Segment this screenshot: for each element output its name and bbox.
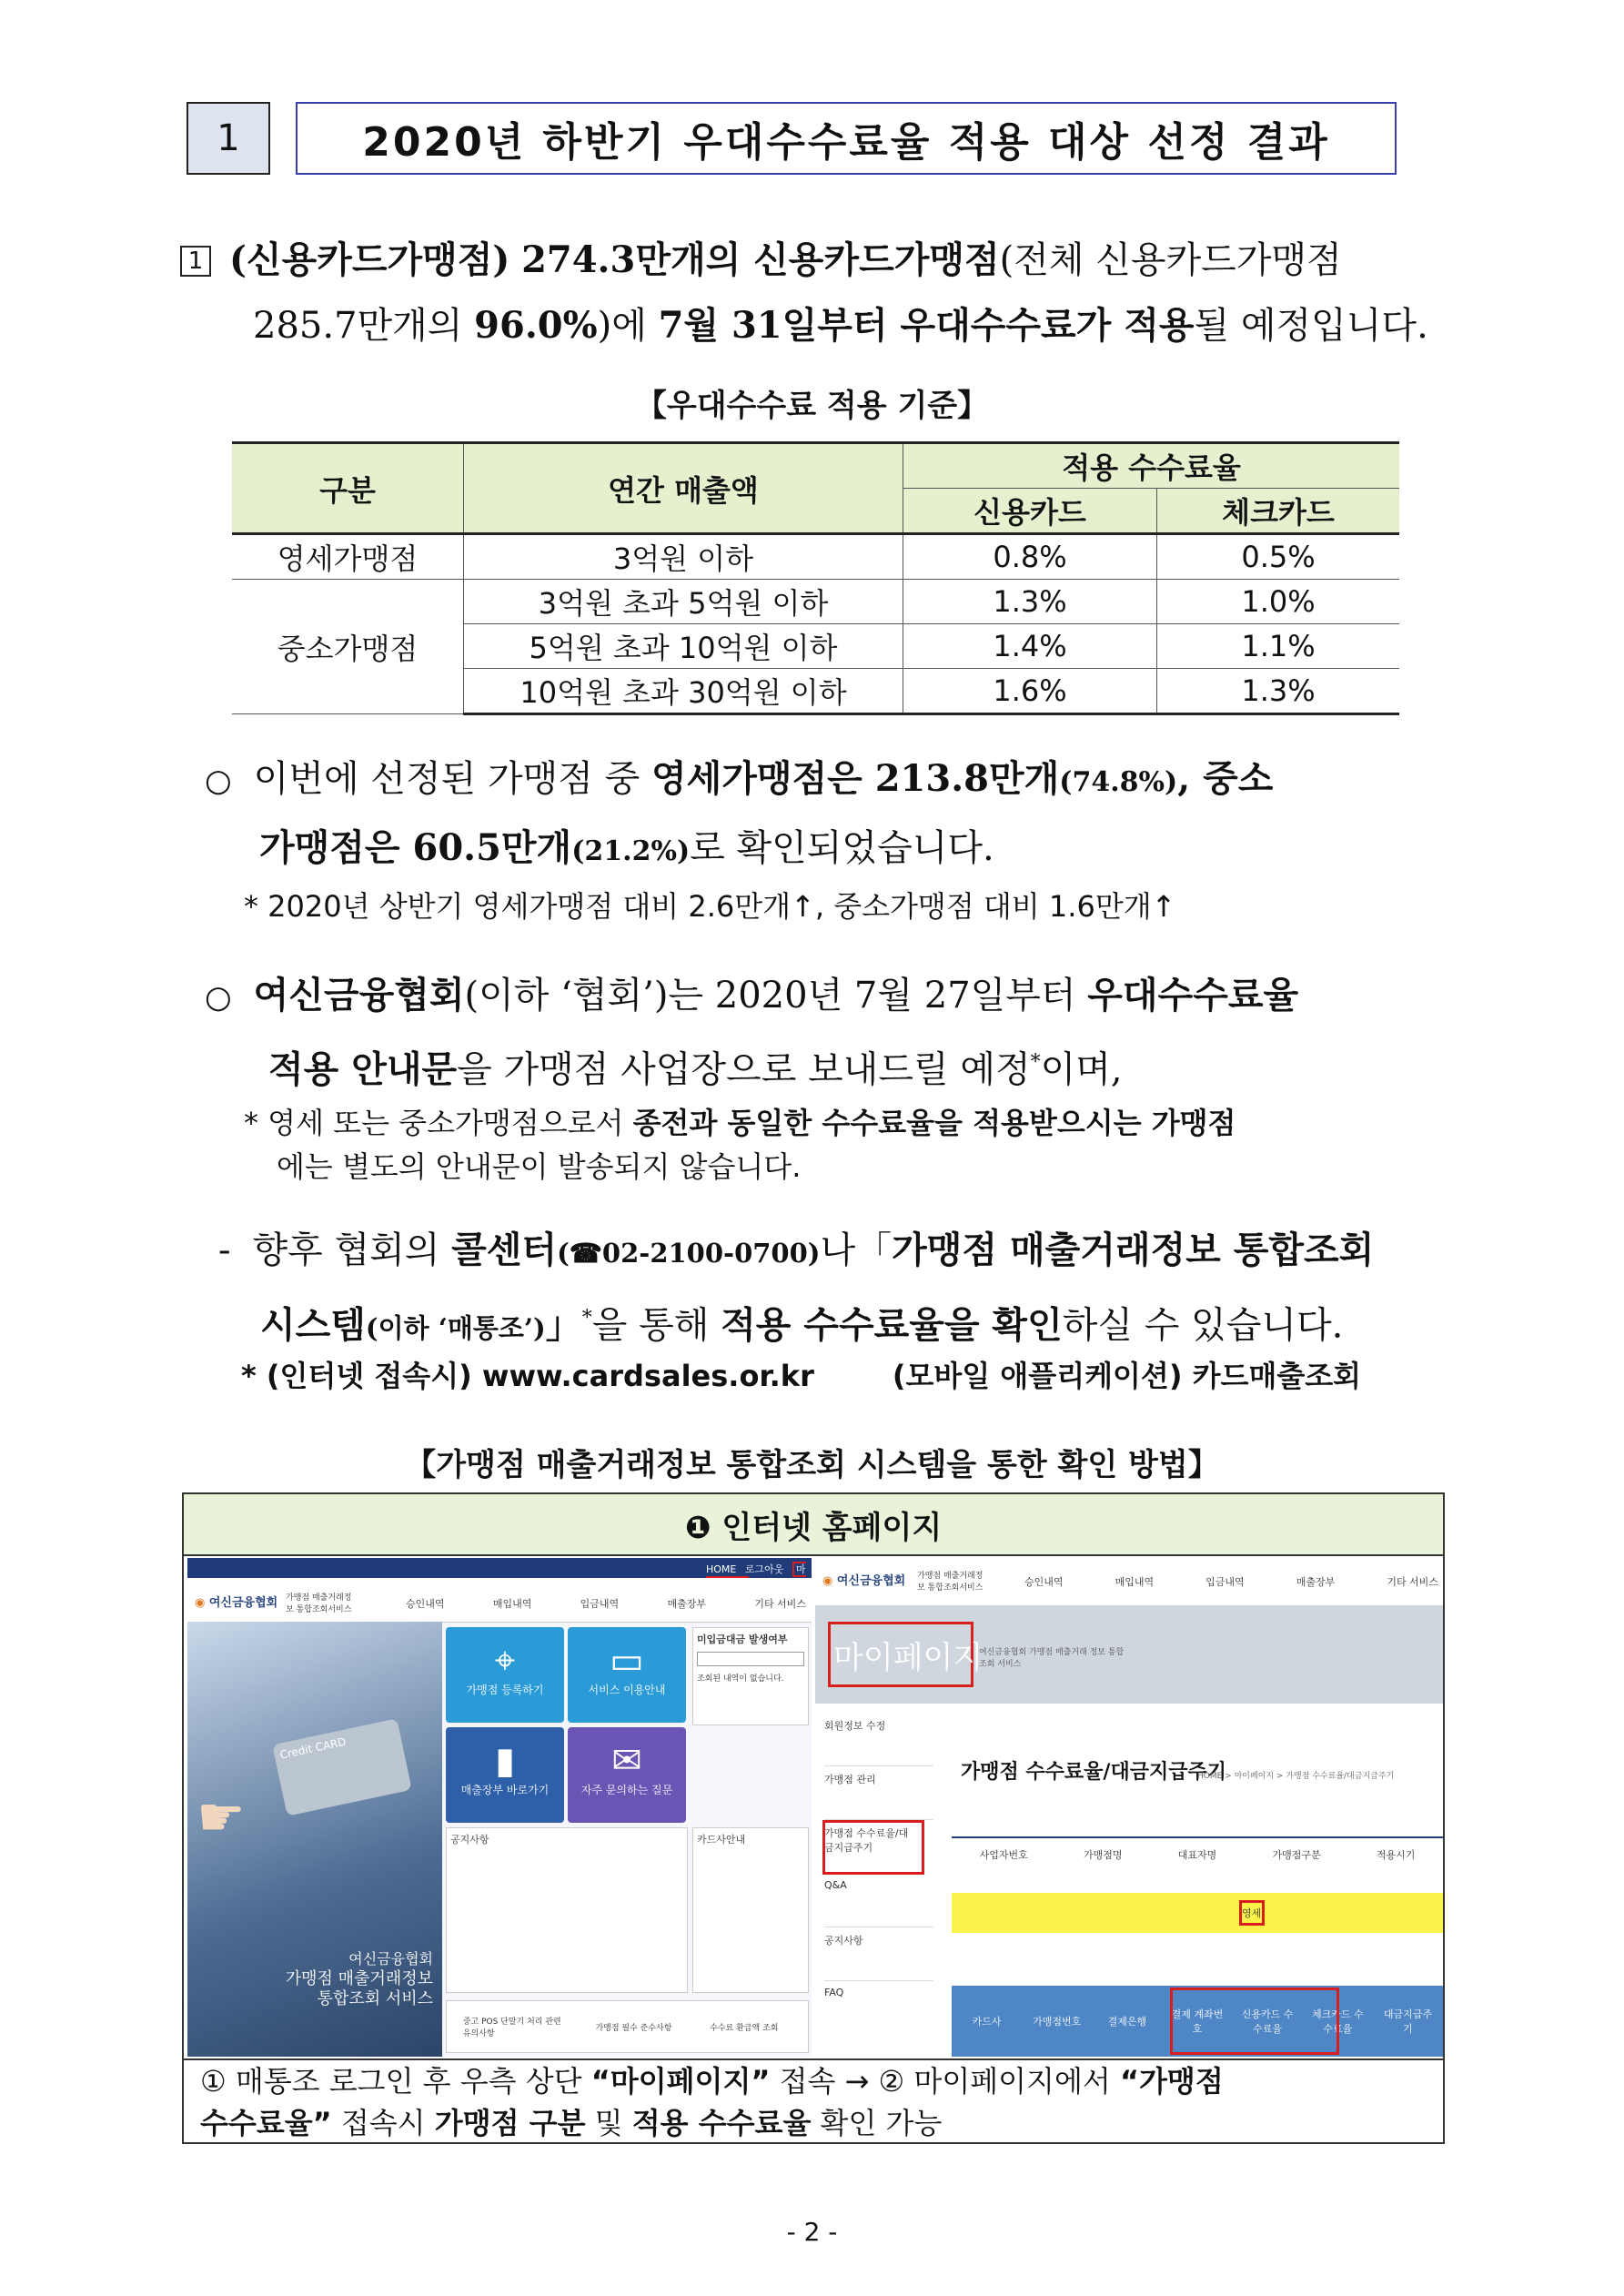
mypage-link[interactable]: 마 (706, 1562, 806, 1592)
mypage-heading: 마이페이지 (833, 1640, 983, 1676)
mid-merchant-name: 중소가맹점 (232, 580, 464, 714)
menu-qna[interactable]: Q&A (824, 1874, 933, 1927)
result-header: 사업자번호 가맹점명 대표자명 가맹점구분 적용시기 (979, 1849, 1416, 1861)
paragraph-2: ○ 여신금융협회(이하 ‘협회’)는 2020년 7월 27일부터 우대수수료율 적용 안내문을 가맹점 사업장으로 보내드릴 예정*이며, (205, 974, 1299, 1091)
location-pin-icon: ⌖ (494, 1640, 516, 1682)
nav-deposit[interactable]: 입금내역 (580, 1598, 620, 1610)
box-bullet: 1 (180, 246, 211, 277)
nav-etc[interactable]: 기타 서비스 (754, 1598, 806, 1610)
quick-link-refund[interactable]: 수수료 환급액 조회 (710, 2023, 779, 2033)
card-company-panel: 카드사안내 (692, 1827, 809, 1993)
header-credit: 신용카드 (903, 489, 1157, 534)
main-nav (406, 1596, 806, 1611)
credit-card-image: Credit CARD (272, 1718, 412, 1816)
unpaid-select[interactable] (697, 1652, 804, 1666)
fee-menu-highlight (822, 1820, 924, 1875)
divider (952, 1836, 1443, 1838)
table-cell: 0.8% (903, 534, 1157, 580)
circle-bullet: ○ (205, 979, 232, 1016)
criteria-table (232, 441, 1399, 715)
tile-register[interactable]: ⌖ 가맹점 등록하기 (446, 1627, 564, 1723)
nav-deposit[interactable]: 입금내역 (1205, 1576, 1245, 1588)
chat-icon: ✉ (611, 1740, 642, 1782)
homepage-screenshot (187, 1558, 812, 2057)
header-check: 체크카드 (1157, 489, 1400, 534)
table-cell: 1.3% (1157, 669, 1400, 714)
figure-box (182, 1492, 1445, 2144)
service-name: 가맹점 매출거래정보 통합조회서비스 (286, 1593, 352, 1614)
logout-link[interactable]: 로그아웃 (744, 1563, 784, 1575)
figure-header: ❶ 인터넷 홈페이지 (184, 1494, 1443, 1556)
promo-text: 여신금융협회 가맹점 매출거래정보 통합조회 서비스 (285, 1950, 433, 2008)
tile-guide[interactable]: ▭ 서비스 이용안내 (568, 1627, 686, 1723)
small-merchant-name: 영세가맹점 (232, 534, 464, 580)
table-cell: 0.5% (1157, 534, 1400, 580)
result-row (952, 1893, 1443, 1933)
table-cell: 1.0% (1157, 580, 1400, 624)
nav-purchase[interactable]: 매입내역 (492, 1598, 532, 1610)
bar-chart-icon: ▮ (494, 1740, 515, 1782)
note-2: * 영세 또는 중소가맹점으로서 종전과 동일한 수수료율을 적용받으시는 가맹점 에는 별도의 안내문이 발송되지 않습니다. (244, 1106, 1236, 1184)
nav-approval[interactable]: 승인내역 (1024, 1576, 1064, 1588)
table-cell: 1.6% (903, 669, 1157, 714)
nav-etc[interactable]: 기타 서비스 (1387, 1576, 1438, 1588)
nav-approval[interactable]: 승인내역 (406, 1598, 445, 1610)
mypage-screenshot (815, 1558, 1443, 2057)
page-number: - 2 - (786, 2217, 838, 2247)
fee-columns-highlight (1170, 1988, 1339, 2055)
intro-line-1: 1 (신용카드가맹점) 274.3만개의 신용카드가맹점(전체 신용카드가맹점 (180, 228, 1454, 293)
header-category: 구분 (232, 443, 464, 534)
section-title: 2020년 하반기 우대수수료율 적용 대상 선정 결과 (296, 102, 1397, 175)
logo[interactable]: ◉ 여신금융협회 (195, 1596, 278, 1610)
criteria-title: 【우대수수료 적용 기준】 (635, 388, 989, 424)
tile-faq[interactable]: ✉ 자주 문의하는 질문 (568, 1727, 686, 1823)
home-link[interactable]: HOME (706, 1563, 737, 1575)
breadcrumb: HOME > 마이페이지 > 가맹점 수수료율/대금지급주기 (1197, 1772, 1395, 1781)
mypage-menu (824, 1718, 933, 2034)
note-3: * (인터넷 접속시) www.cardsales.or.kr (모바일 애플리케이션) 카드매출조회 (241, 1359, 1362, 1393)
unpaid-panel: 미입금대금 발생여부 조회된 내역이 없습니다. (692, 1627, 809, 1725)
merchant-type-cell: 영세 (1242, 1907, 1262, 1919)
nav-purchase[interactable]: 매입내역 (1115, 1576, 1155, 1588)
menu-faq[interactable]: FAQ (824, 1987, 844, 1998)
menu-member-edit[interactable]: 회원정보 수정 (824, 1718, 933, 1766)
main-nav (1024, 1574, 1438, 1589)
table-cell: 1.4% (903, 624, 1157, 669)
intro-line-2: 285.7만개의 96.0%)에 7월 31일부터 우대수수료가 적용될 예정입니다. (253, 304, 1428, 347)
note-1: * 2020년 상반기 영세가맹점 대비 2.6만개↑, 중소가맹점 대비 1.6만개↑ (244, 889, 1176, 924)
menu-fee-rate[interactable]: 가맹점 수수료율/대금지급주기 (824, 1820, 915, 1874)
circle-bullet: ○ (205, 763, 232, 799)
paragraph-1: ○ 이번에 선정된 가맹점 중 영세가맹점은 213.8만개(74.8%), 중소 가맹점은 60.5만개(21.2%)로 확인되었습니다. (205, 757, 1274, 869)
table-cell: 1.1% (1157, 624, 1400, 669)
paragraph-3: - 향후 협회의 콜센터(☎02-2100-0700)나「가맹점 매출거래정보 통합조회 시스템(이하 ‘매통조’)」*을 통해 적용 수수료율을 확인하실 수 있습니다. (218, 1229, 1375, 1347)
quick-link-pos[interactable]: 중고 POS 단말기 처리 관련 유의사항 (462, 2018, 561, 2038)
content-title: 가맹점 수수료율/대금지급주기 (961, 1761, 1226, 1784)
notice-panel: 공지사항 (446, 1827, 688, 1993)
logo-icon: ◉ (195, 1596, 206, 1610)
figure-caption: ① 매통조 로그인 후 우측 상단 “마이페이지” 접속 → ② 마이페이지에서 “가맹점 수수료율” 접속시 가맹점 구분 및 적용 수수료율 확인 가능 (184, 2058, 1443, 2142)
table-cell: 5억원 초과 10억원 이하 (464, 624, 903, 669)
nav-ledger[interactable]: 매출장부 (667, 1598, 706, 1610)
mypage-sub: 여신금융협회 가맹점 매출거래 정보 통합조회 서비스 (979, 1648, 1125, 1669)
logo[interactable]: ◉ 여신금융협회 (822, 1574, 906, 1588)
intro-paragraph (180, 228, 1454, 359)
table-cell: 10억원 초과 30억원 이하 (464, 669, 903, 714)
tile-ledger[interactable]: ▮ 매출장부 바로가기 (446, 1727, 564, 1823)
section-number: 1 (187, 102, 270, 175)
table-cell: 3억원 초과 5억원 이하 (464, 580, 903, 624)
quick-links (446, 2000, 809, 2053)
header-sales: 연간 매출액 (464, 443, 903, 534)
header-rate: 적용 수수료율 (903, 443, 1400, 489)
logo-icon: ◉ (822, 1574, 833, 1588)
detail-header: 카드사 가맹점번호 결제은행 결제 계좌번호 신용카드 수수료율 체크카드 수수료율 대금지급주기 (952, 1986, 1443, 2057)
menu-merchant-manage[interactable]: 가맹점 관리 (824, 1766, 933, 1820)
figure-title: 【가맹점 매출거래정보 통합조회 시스템을 통한 확인 방법】 (405, 1447, 1219, 1483)
table-cell: 1.3% (903, 580, 1157, 624)
quick-link-rules[interactable]: 가맹점 필수 준수사항 (595, 2023, 672, 2033)
service-name: 가맹점 매출거래정보 통합조회서비스 (917, 1572, 983, 1593)
hand-icon: ☛ (197, 1785, 246, 1849)
nav-ledger[interactable]: 매출장부 (1296, 1576, 1336, 1588)
monitor-icon: ▭ (610, 1640, 644, 1682)
table-cell: 3억원 이하 (464, 534, 903, 580)
menu-notice[interactable]: 공지사항 (824, 1927, 933, 1981)
